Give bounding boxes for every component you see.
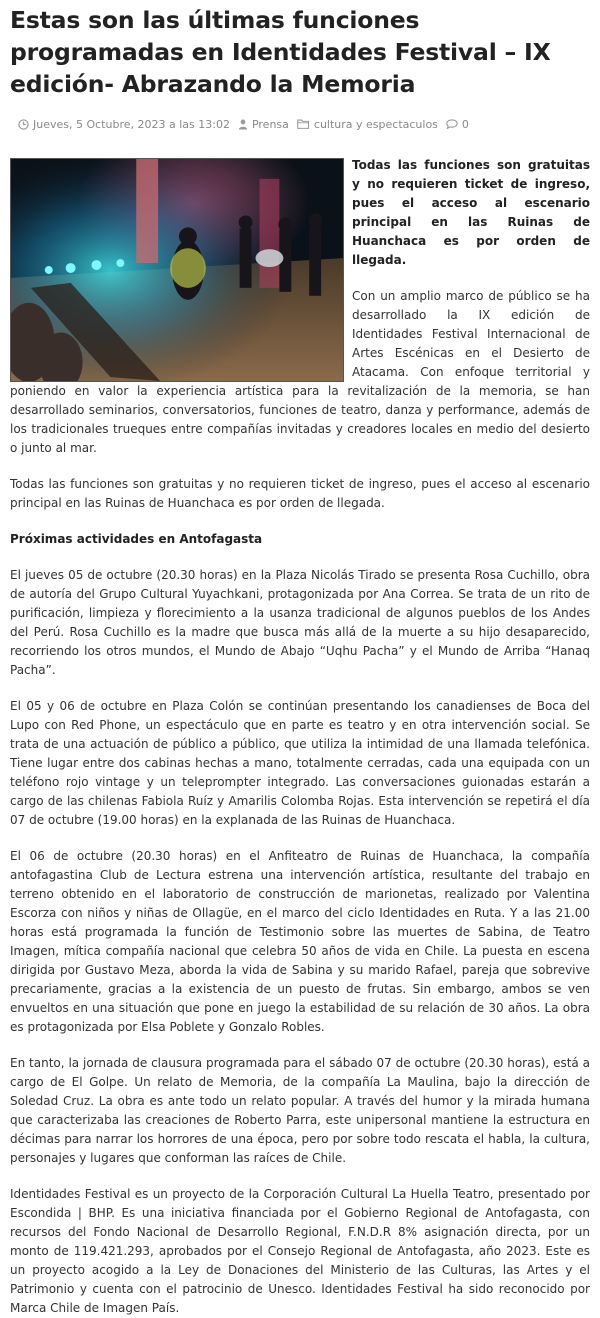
section-subheading: Próximas actividades en Antofagasta [10,532,263,546]
meta-category[interactable] [297,118,438,131]
paragraph-club-lectura: El 06 de octubre (20.30 horas) en el Anfiteatro de Ruinas de Huanchaca, la compañía antofagastina Club de Lectura estrena una intervención artística, resultante del trabajo en terreno obtenido en el laboratorio de construcción de marionetas, realizado por Valentina Escorza con niños y niñas de Ollagüe, en el marco del ciclo Identidades en Ruta. Y a las 21.00 horas está programada la función de Testimonio sobre las muertes de Sabina, de Teatro Imagen, mítica compañía nacional que celebra 50 años de vida en Chile. La puesta en escena dirigida por Gustavo Meza, aborda la vida de Sabina y su marido Rafael, pareja que sobrevive precariamente, gracias a la existencia de un puesto de frutas. Sin embargo, ambos se ven envueltos en una situación que pone en juego la estabilidad de su relación de 30 años. La obra es protagonizada por Elsa Poblete y Gonzalo Robles. [10,849,590,1034]
clock-icon [18,119,29,130]
paragraph-rosa-cuchillo: El jueves 05 de octubre (20.30 horas) en la Plaza Nicolás Tirado se presenta Rosa Cuchillo, obra de autoría del Grupo Cultural Yuyachkani, protagonizada por Ana Correa. Se trata de un rito de purificación, limpieza y florecimiento a la usanza tradicional de algunos pueblos de los Andes del Perú. Rosa Cuchillo es la madre que busca más allá de la muerte a su hijo desaparecido, recorriendo los otros mundos, el Mundo de Abajo “Uqhu Pacha” y el Mundo de Arriba “Hanaq Pacha”. [10,568,590,677]
meta-comments[interactable] [446,118,469,131]
paragraph-free-access: Todas las funciones son gratuitas y no requieren ticket de ingreso, pues el acceso al escenario principal en las Ruinas de Huanchaca es por orden de llegada. [10,477,590,510]
article-title: Estas son las últimas funciones programadas en Identidades Festival – IX edición- Abrazando la Memoria [10,6,551,98]
folder-icon [297,119,310,129]
article-lead: Todas las funciones son gratuitas y no requieren ticket de ingreso, pues el acceso al escenario principal en las Ruinas de Huanchaca es por orden de llegada. [352,158,590,267]
meta-author[interactable] [238,118,289,131]
article-body [10,156,590,1318]
paragraph-red-phone: El 05 y 06 de octubre en Plaza Colón se continúan presentando los canadienses de Boca del Lupo con Red Phone, un espectáculo que en parte es teatro y en otra intervención social. Se trata de una actuación de público a público, que utiliza la intimidad de una llamada telefónica. Tiene lugar entre dos cabinas hechas a mano, totalmente cerradas, cada una equipada con un teléfono rojo vintage y un teleprompter integrado. Las conversaciones guionadas estarán a cargo de las chilenas Fabiola Ruíz y Amarilis Colomba Rojas. Esta intervención se repetirá el día 07 de octubre (19.00 horas) en la explanada de las Ruinas de Huanchaca. [10,699,590,827]
author-link[interactable]: Prensa [251,117,289,131]
meta-date [18,118,230,131]
user-icon [238,119,248,130]
article-meta [10,116,590,132]
category-link[interactable]: cultura y espectaculos [313,117,438,131]
paragraph-about-festival: Identidades Festival es un proyecto de la Corporación Cultural La Huella Teatro, presentado por Escondida | BHP. Es una iniciativa financiada por el Gobierno Regional de Antofagasta, con recursos del Fondo Nacional de Desarrollo Regional, F.N.D.R 8% asignación directa, por un monto de 119.421.293, aprobados por el Consejo Regional de Antofagasta, año 2023. Este es un proyecto acogido a la Ley de Donaciones del Ministerio de las Culturas, las Artes y el Patrimonio y cuenta con el patrocinio de Unesco. Identidades Festival ha sido reconocido por Marca Chile de Imagen País. [10,1187,590,1315]
comments-link[interactable]: 0 [461,117,469,131]
article-photo [10,158,344,382]
paragraph-clausura: En tanto, la jornada de clausura programada para el sábado 07 de octubre (20.30 horas), está a cargo de El Golpe. Un relato de Memoria, de la compañía La Maulina, bajo la dirección de Soledad Cruz. La obra es ante todo un relato popular. A través del humor y la mirada humana que caracterizaba las creaciones de Roberto Parra, este unipersonal mantiene la estructura en décimas para narrar los horrores de una época, pero por sobre todo rescata el habla, la cultura, personajes y lugares que conforman las raíces de Chile. [10,1056,590,1165]
paragraph-intro: Con un amplio marco de público se ha desarrollado la IX edición de Identidades Festival Internacional de Artes Escénicas en el Desierto de Atacama. Con enfoque territorial y poniendo en valor la experiencia artística para la revitalización de la memoria, se han desarrollado seminarios, conversatorios, funciones de teatro, danza y performance, además de los tradicionales trueques entre compañías invitadas y creadores locales en medio del desierto o junto al mar. [10,289,590,455]
comment-icon [446,119,458,129]
meta-date-text: Jueves, 5 Octubre, 2023 a las 13:02 [33,117,230,131]
